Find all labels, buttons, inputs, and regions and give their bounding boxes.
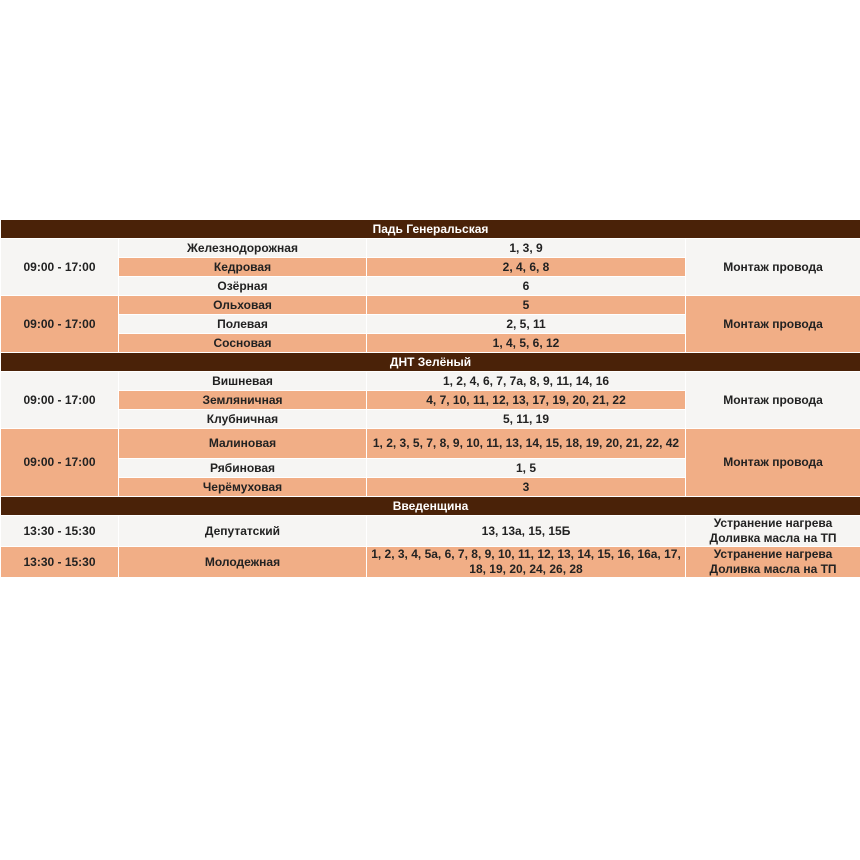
street-cell: Клубничная	[119, 410, 367, 429]
section-header-row	[1, 353, 860, 372]
houses-cell: 5, 11, 19	[367, 410, 686, 429]
section-title: Падь Генеральская	[1, 220, 860, 239]
houses-cell: 3	[367, 478, 686, 497]
houses-cell: 1, 3, 9	[367, 239, 686, 258]
street-cell: Вишневая	[119, 372, 367, 391]
section-title: ДНТ Зелёный	[1, 353, 860, 372]
work-type-cell	[686, 547, 860, 578]
houses-cell: 2, 5, 11	[367, 315, 686, 334]
street-cell: Сосновая	[119, 334, 367, 353]
street-cell: Ольховая	[119, 296, 367, 315]
street-cell: Полевая	[119, 315, 367, 334]
table-row	[1, 372, 860, 391]
table-row	[1, 239, 860, 258]
houses-cell: 5	[367, 296, 686, 315]
houses-cell: 1, 2, 4, 6, 7, 7а, 8, 9, 11, 14, 16	[367, 372, 686, 391]
time-cell: 13:30 - 15:30	[1, 516, 119, 547]
houses-cell: 2, 4, 6, 8	[367, 258, 686, 277]
table-row	[1, 429, 860, 459]
street-cell: Кедровая	[119, 258, 367, 277]
street-cell: Черёмуховая	[119, 478, 367, 497]
street-cell: Молодежная	[119, 547, 367, 578]
time-cell: 09:00 - 17:00	[1, 372, 119, 429]
work-type-cell	[686, 516, 860, 547]
houses-cell: 13, 13а, 15, 15Б	[367, 516, 686, 547]
time-cell: 09:00 - 17:00	[1, 296, 119, 353]
houses-cell: 1, 2, 3, 5, 7, 8, 9, 10, 11, 13, 14, 15, 18, 19, 20, 21, 22, 42	[367, 429, 686, 459]
work-type-cell: Монтаж провода	[686, 429, 860, 497]
houses-cell: 1, 4, 5, 6, 12	[367, 334, 686, 353]
table-row	[1, 296, 860, 315]
section-header-row	[1, 220, 860, 239]
work-type-line: Доливка масла на ТП	[709, 531, 837, 545]
section-header-row	[1, 497, 860, 516]
section-title: Введенщина	[1, 497, 860, 516]
time-cell: 13:30 - 15:30	[1, 547, 119, 578]
houses-cell: 4, 7, 10, 11, 12, 13, 17, 19, 20, 21, 22	[367, 391, 686, 410]
work-type-line: Устранение нагрева	[713, 516, 833, 530]
table-row	[1, 516, 860, 547]
street-cell: Депутатский	[119, 516, 367, 547]
street-cell: Рябиновая	[119, 459, 367, 478]
time-cell: 09:00 - 17:00	[1, 429, 119, 497]
houses-cell: 6	[367, 277, 686, 296]
houses-cell: 1, 2, 3, 4, 5а, 6, 7, 8, 9, 10, 11, 12, 13, 14, 15, 16, 16а, 17, 18, 19, 20, 24, 26, 28	[367, 547, 686, 578]
houses-cell: 1, 5	[367, 459, 686, 478]
street-cell: Малиновая	[119, 429, 367, 459]
work-type-cell: Монтаж провода	[686, 372, 860, 429]
work-type-line: Доливка масла на ТП	[709, 562, 837, 576]
work-type-cell: Монтаж провода	[686, 296, 860, 353]
outage-schedule-table	[0, 219, 860, 578]
work-type-cell: Монтаж провода	[686, 239, 860, 296]
street-cell: Земляничная	[119, 391, 367, 410]
table-row	[1, 547, 860, 578]
time-cell: 09:00 - 17:00	[1, 239, 119, 296]
work-type-line: Устранение нагрева	[713, 547, 833, 561]
street-cell: Железнодорожная	[119, 239, 367, 258]
street-cell: Озёрная	[119, 277, 367, 296]
